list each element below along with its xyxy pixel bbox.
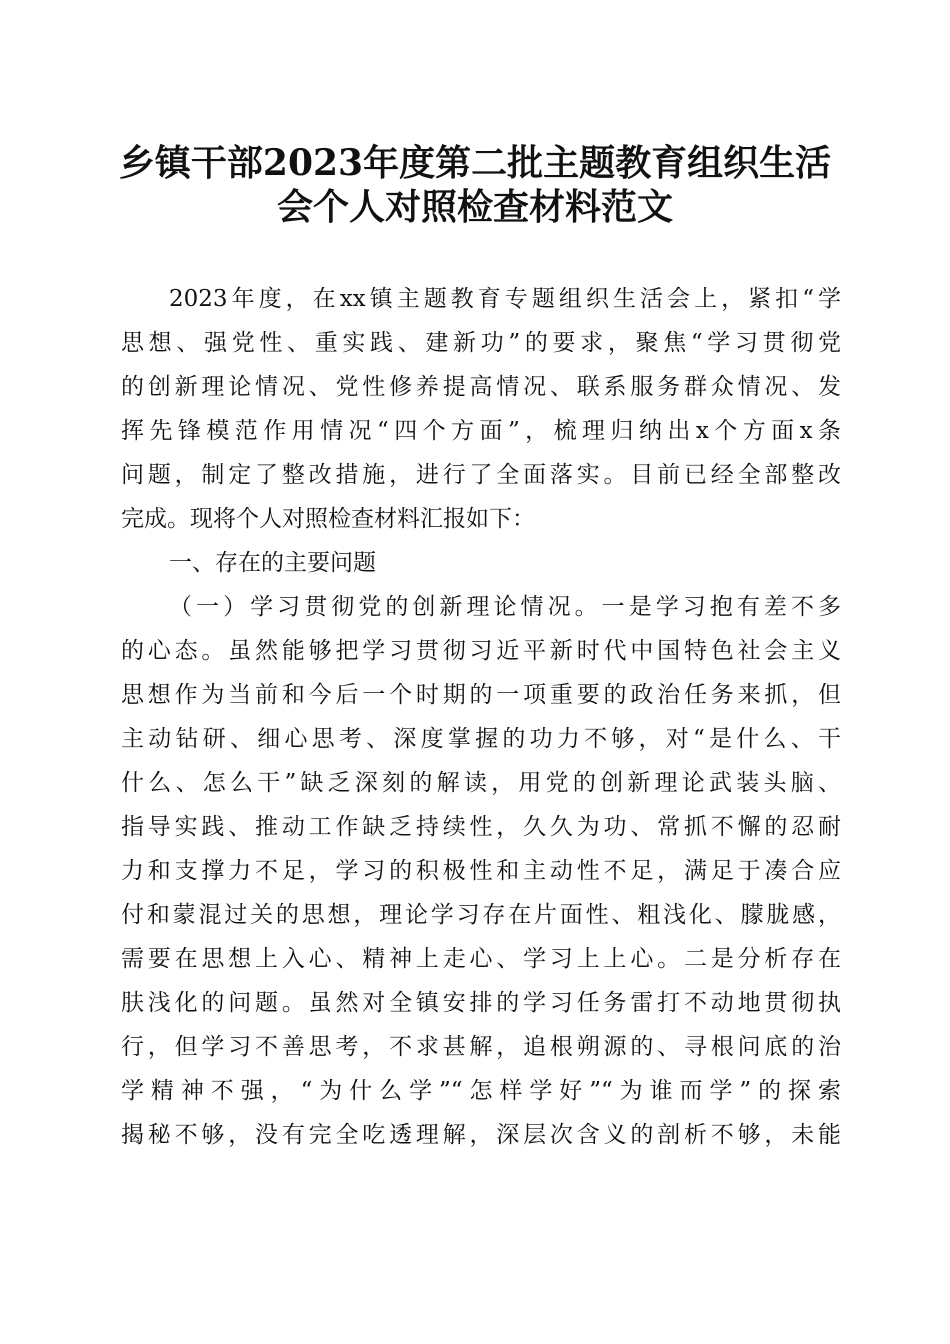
document-title-line-1: 乡镇干部2023年度第二批主题教育组织生活	[118, 142, 832, 184]
para1-line: 主动钻研、细心思考、深度掌握的功力不够，对“是什么、干	[121, 726, 841, 752]
intro-line: 问题，制定了整改措施，进行了全面落实。目前已经全部整改	[121, 462, 841, 488]
para1-line: 学精神不强，“为什么学”“怎样学好”“为谁而学”的探索	[121, 1078, 841, 1104]
intro-line: 2023年度，在xx镇主题教育专题组织生活会上，紧扣“学	[169, 286, 841, 312]
intro-line: 挥先锋模范作用情况“四个方面”，梳理归纳出x个方面x条	[121, 418, 841, 444]
document-title-line-2: 会个人对照检查材料范文	[276, 186, 673, 228]
para1-line: 什么、怎么干”缺乏深刻的解读，用党的创新理论武装头脑、	[121, 770, 841, 796]
para1-line: 的心态。虽然能够把学习贯彻习近平新时代中国特色社会主义	[121, 638, 841, 664]
intro-line: 完成。现将个人对照检查材料汇报如下：	[121, 506, 535, 532]
para1-line: 揭秘不够，没有完全吃透理解，深层次含义的剖析不够，未能	[121, 1122, 841, 1148]
section-heading: 一、存在的主要问题	[169, 550, 376, 576]
intro-line: 的创新理论情况、党性修养提高情况、联系服务群众情况、发	[121, 374, 841, 400]
para1-line: 肤浅化的问题。虽然对全镇安排的学习任务雷打不动地贯彻执	[121, 990, 841, 1016]
para1-line: 付和蒙混过关的思想，理论学习存在片面性、粗浅化、朦胧感，	[121, 902, 841, 928]
para1-line: 力和支撑力不足，学习的积极性和主动性不足，满足于凑合应	[121, 858, 841, 884]
intro-paragraph	[121, 277, 841, 1157]
para1-line: （一）学习贯彻党的创新理论情况。一是学习抱有差不多	[169, 594, 841, 620]
intro-line: 思想、强党性、重实践、建新功”的要求，聚焦“学习贯彻党	[121, 330, 841, 356]
para1-line: 思想作为当前和今后一个时期的一项重要的政治任务来抓，但	[121, 682, 841, 708]
para1-line: 需要在思想上入心、精神上走心、学习上上心。二是分析存在	[121, 946, 841, 972]
para1-line: 指导实践、推动工作缺乏持续性，久久为功、常抓不懈的忍耐	[121, 814, 841, 840]
para1-line: 行，但学习不善思考，不求甚解，追根朔源的、寻根问底的治	[121, 1034, 841, 1060]
